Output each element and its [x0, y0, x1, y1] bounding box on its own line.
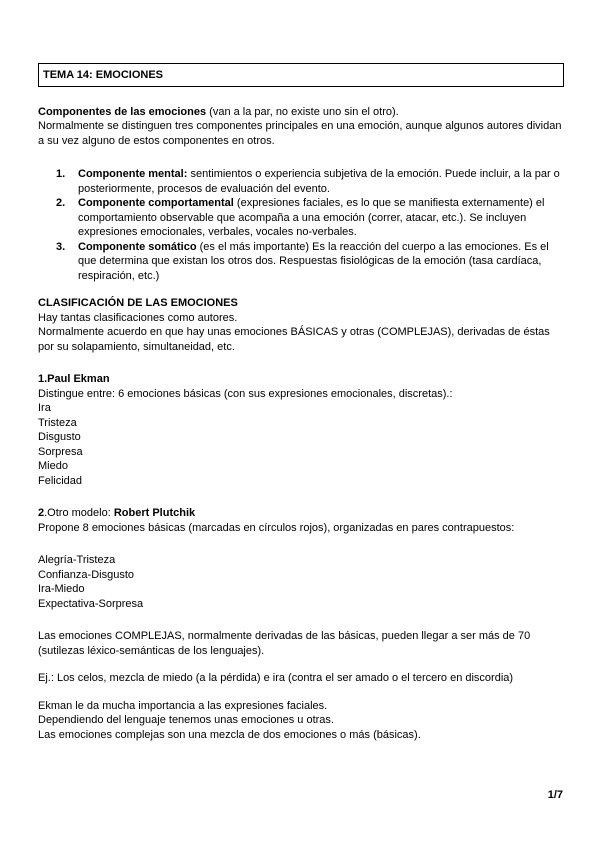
emotion-item: Sorpresa: [38, 445, 83, 458]
list-number: 2.: [56, 197, 66, 209]
plutchik-intro: Propone 8 emociones básicas (marcadas en círculos rojos), organizadas en pares contrapuestos:: [38, 521, 515, 534]
example-paragraph: Ej.: Los celos, mezcla de miedo (a la pérdida) e ira (contra el ser amado o el tercero en discordia): [38, 672, 514, 684]
component-description: (es el más importante) Es la reacción del cuerpo a las emociones. Es el que determina que existan los otros dos. Respuestas fisiológicas de la emoción (tasa cardíaca, respiración, etc.): [78, 240, 549, 282]
component-name: Componente mental:: [78, 168, 188, 180]
emotion-item: Tristeza: [38, 416, 77, 429]
emotion-pair-item: Alegría-Tristeza: [38, 554, 116, 566]
classification-line1: Hay tantas clasificaciones como autores.: [38, 311, 238, 324]
basic-emotions-list: [38, 401, 564, 488]
note-language: Dependiendo del lenguaje tenemos unas emociones u otras.: [38, 714, 334, 726]
list-item-text: [78, 167, 564, 196]
plutchik-number: 2: [38, 507, 45, 519]
plutchik-section: [38, 506, 564, 611]
list-item-component-somatico: [56, 240, 564, 284]
plutchik-name: Robert Plutchik: [113, 507, 196, 519]
list-item-text: [78, 196, 564, 240]
list-number: 1.: [56, 168, 66, 180]
classification-section: [38, 296, 564, 354]
ekman-section: [38, 372, 564, 488]
ekman-intro: Distingue entre: 6 emociones básicas (con sus expresiones emocionales, discretas).:: [38, 387, 453, 400]
complex-paragraph: Las emociones COMPLEJAS, normalmente derivadas de las básicas, pueden llegar a ser más de 70 (sutilezas léxico-semánticas de los lenguajes).: [38, 630, 531, 657]
intro-lead-rest: (van a la par, no existe uno sin el otro).: [206, 105, 399, 118]
emotion-pair-item: Ira-Miedo: [38, 583, 85, 595]
intro-lead-bold: Componentes de las emociones: [38, 105, 207, 118]
plutchik-mid-text: .Otro modelo:: [44, 507, 114, 519]
list-item-component-comportamental: [56, 196, 564, 240]
component-name: Componente comportamental: [78, 197, 234, 209]
title-box: [38, 63, 564, 87]
list-item-text: [78, 240, 564, 284]
emotion-item: Miedo: [38, 460, 68, 472]
component-description: (expresiones faciales, es lo que se manifiesta externamente) el comportamiento observable que acompaña a una emoción (correr, atacar, etc.). Se incluyen expresiones emocionales, verbales, vocales no-verbales.: [78, 197, 545, 238]
intro-line2: Normalmente se distinguen tres componentes principales en una emoción, aunque algunos autores dividan a su vez alguno de estos componentes en otros.: [38, 120, 562, 147]
emotion-pairs-list: [38, 553, 564, 611]
subheading-paul-ekman: 1.Paul Ekman: [38, 373, 110, 385]
emotion-item: Ira: [38, 402, 51, 414]
emotion-item: Disgusto: [38, 431, 81, 443]
complex-emotions-section: [38, 629, 564, 742]
plutchik-heading-line: [38, 506, 564, 521]
component-name: Componente somático: [78, 240, 197, 253]
emotion-pair-item: Expectativa-Sorpresa: [38, 597, 144, 610]
document-title: TEMA 14: EMOCIONES: [43, 69, 163, 81]
component-description: sentimientos o experiencia subjetiva de la emoción. Puede incluir, a la par o posteriormente, procesos de evaluación del evento.: [78, 168, 560, 195]
classification-line2: Normalmente acuerdo en que hay unas emociones BÁSICAS y otras (COMPLEJAS), derivadas de éstas por su solapamiento, simultaneidad, etc.: [38, 326, 550, 353]
page-number: 1/7: [547, 788, 563, 801]
list-item-component-mental: [56, 167, 564, 196]
emotion-item: Felicidad: [38, 474, 83, 487]
components-list: [56, 167, 564, 283]
note-complex-mix: Las emociones complejas son una mezcla de dos emociones o más (básicas).: [38, 728, 421, 741]
section-heading-clasificacion: CLASIFICACIÓN DE LAS EMOCIONES: [38, 297, 238, 309]
intro-paragraph: [38, 105, 564, 149]
emotion-pair-item: Confianza-Disgusto: [38, 568, 134, 581]
list-number: 3.: [56, 240, 66, 253]
note-ekman-faces: Ekman le da mucha importancia a las expresiones faciales.: [38, 699, 328, 712]
